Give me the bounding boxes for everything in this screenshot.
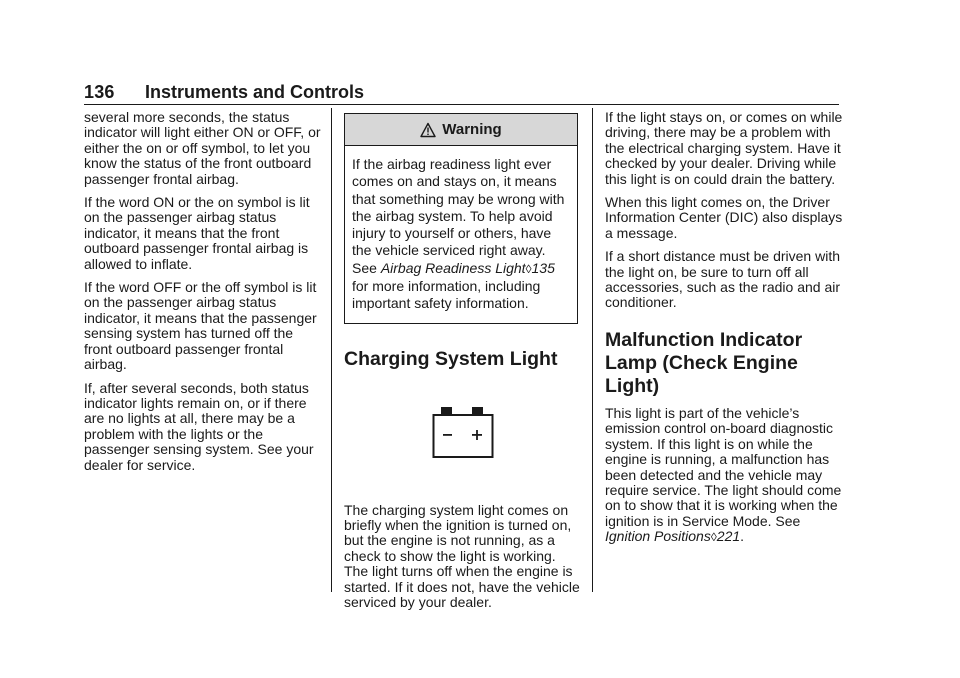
xref-link[interactable]: Ignition Positions <box>605 528 711 545</box>
paragraph: several more seconds, the status indicator will light either ON or OFF, or either the on or off symbol, to let you know the status of the front outboard passenger frontal airbag. <box>84 109 321 187</box>
battery-icon <box>432 407 494 459</box>
warning-body <box>345 146 577 323</box>
battery-icon-wrap <box>344 407 576 467</box>
column-divider <box>592 108 593 592</box>
warning-title: Warning <box>442 120 502 138</box>
page-header <box>84 82 839 105</box>
charging-heading: Charging System Light <box>344 347 558 370</box>
section-title: Instruments and Controls <box>145 82 365 102</box>
paragraph: If the light stays on, or comes on while driving, there may be a problem with the electrical charging system. Have it checked by your dealer. Driving while this light is on could drain the battery. <box>605 109 843 187</box>
column-divider <box>331 108 332 592</box>
paragraph: If a short distance must be driven with the light on, be sure to turn off all accessories, such as the radio and air conditioner. <box>605 248 841 311</box>
xref-link[interactable]: Airbag Readiness Light <box>380 259 526 276</box>
warning-text: If the airbag readiness light ever comes on and stays on, it means that something may be wrong with the airbag system. To help avoid injury to yourself or others, have the vehicle serviced right away. See <box>352 156 565 276</box>
warning-icon <box>420 122 436 138</box>
page-ref[interactable]: 135 <box>531 259 555 276</box>
xref-icon: ◊ <box>710 530 717 545</box>
paragraph-text: . <box>740 528 745 545</box>
paragraph: The charging system light comes on briefly when the ignition is turned on, but the engine is not running, as a check to show the light is working. The light turns off when the engine is started. If it does not, have the vehicle serviced by your dealer. <box>344 501 580 611</box>
warning-text: for more information, including important safety information. <box>352 278 541 312</box>
page-ref[interactable]: 221 <box>716 528 741 545</box>
paragraph: When this light comes on, the Driver Information Center (DIC) also displays a message. <box>605 194 843 241</box>
paragraph: If the word ON or the on symbol is lit on the passenger airbag status indicator, it means that the front outboard passenger frontal airbag is allowed to inflate. <box>84 194 310 272</box>
paragraph-text: This light is part of the vehicle’s emission control on-board diagnostic system. If this light is on while the engine is running, a malfunction has been detected and the vehicle may require service. The light should come on to show that it is working when the ignition is in Service Mode. See <box>605 404 842 529</box>
warning-header <box>345 114 577 146</box>
warning-box <box>344 113 578 324</box>
page-number: 136 <box>84 82 115 102</box>
column-middle <box>344 110 582 619</box>
malfunction-heading: Malfunction Indicator Lamp (Check Engine Light) <box>605 328 803 397</box>
paragraph <box>605 406 843 546</box>
column-left <box>84 110 322 481</box>
xref-icon: ◊ <box>525 261 532 276</box>
paragraph: If the word OFF or the off symbol is lit on the passenger airbag status indicator, it means that the passenger sensing system has turned off the front outboard passenger frontal airbag. <box>84 279 317 373</box>
column-right <box>605 110 843 554</box>
paragraph: If, after several seconds, both status indicator lights remain on, or if there are no lights at all, there may be a problem with the lights or the passenger sensing system. See your dealer for service. <box>84 379 314 473</box>
